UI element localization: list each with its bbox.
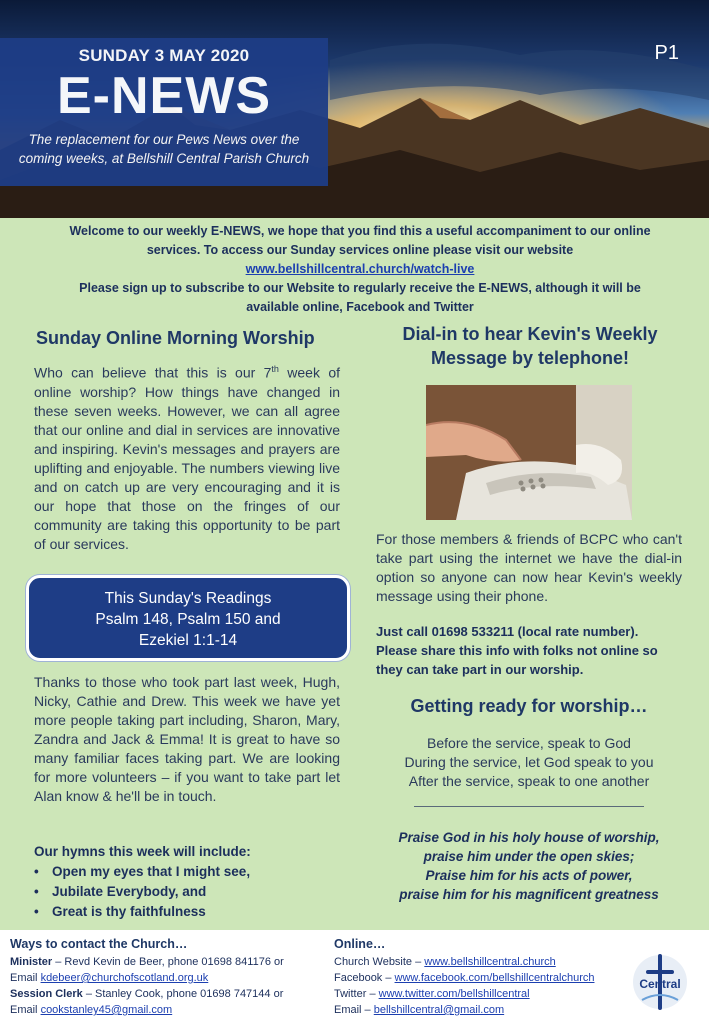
- divider-line: [414, 806, 644, 807]
- worship-paragraph: [34, 360, 340, 554]
- website-link[interactable]: www.bellshillcentral.church: [424, 956, 556, 968]
- guidance-line: Before the service, speak to God: [427, 735, 631, 751]
- church-email-link[interactable]: bellshillcentral@gmail.com: [373, 1004, 505, 1016]
- ready-heading: Getting ready for worship…: [410, 696, 648, 716]
- hymn-item: • Jubilate Everybody, and: [34, 882, 340, 902]
- clerk-label: Session Clerk: [10, 988, 83, 1000]
- minister-line: [10, 954, 310, 970]
- telephone-photo: [426, 385, 632, 520]
- welcome-line: Please sign up to subscribe to our Website to regularly receive the E-NEWS, although it will be: [79, 281, 641, 295]
- clerk-email-link[interactable]: cookstanley45@gmail.com: [40, 1004, 173, 1016]
- church-logo-icon: [630, 952, 690, 1012]
- header-banner: [0, 0, 709, 218]
- worship-text: week of online worship? How things have changed in these seven weeks. However, we can all agree that our online and dial in services are innovative and inspiring. Kevin's messages and prayers are uplifting and enjoyable. The numbers viewing live and on catch up are very encouraging and it is our hope that those on the fringes of our community are taking this opportunity to be part of our services.: [34, 364, 340, 552]
- newsletter-subtitle: [0, 130, 328, 168]
- welcome-line: services. To access our Sunday services online please visit our website: [146, 243, 574, 257]
- contact-heading: Ways to contact the Church…: [10, 937, 188, 951]
- clerk-text: – Stanley Cook, phone 01698 747144 or: [82, 988, 284, 1000]
- guidance-line: During the service, let God speak to you: [404, 754, 654, 770]
- praise-line: Praise him for his acts of power,: [425, 868, 633, 883]
- readings-line: Psalm 148, Psalm 150 and: [95, 611, 281, 628]
- page-number: P1: [654, 42, 679, 64]
- newsletter-title: E-NEWS: [57, 67, 271, 125]
- dialin-heading: [380, 322, 680, 370]
- dialin-heading-line: Dial-in to hear Kevin's Weekly: [402, 324, 658, 344]
- praise-line: praise him for his magnificent greatness: [399, 887, 659, 902]
- welcome-line: available online, Facebook and Twitter: [246, 300, 474, 314]
- twitter-line: [334, 986, 634, 1002]
- praise-line: Praise God in his holy house of worship,: [398, 830, 660, 845]
- title-box: [0, 38, 328, 186]
- online-block: [334, 936, 634, 1018]
- worship-text: Who can believe that this is our 7: [34, 364, 272, 381]
- issue-date: SUNDAY 3 MAY 2020: [78, 46, 250, 65]
- footer: [0, 930, 709, 1024]
- praise-line: praise him under the open skies;: [423, 849, 635, 864]
- facebook-link[interactable]: www.facebook.com/bellshillcentralchurch: [394, 972, 595, 984]
- worship-guidance: [376, 734, 682, 791]
- clerk-email-line: [10, 1002, 310, 1018]
- welcome-block: [40, 222, 680, 317]
- thanks-paragraph: Thanks to those who took part last week, Hugh, Nicky, Cathie and Drew. This week we have yet more people taking part including, Sharon, Mary, Zandra and Jack & Emma! It is great to have so many familiar faces taking part. We are looking for more volunteers – if you want to take part let Alan know & he'll be in touch.: [34, 674, 340, 804]
- email-label: Email: [10, 1004, 41, 1016]
- email-label: Email: [10, 972, 41, 984]
- dialin-paragraph: For those members & friends of BCPC who can't take part using the internet we have the dial-in option so anyone can now hear Kevin's weekly message using their phone.: [376, 531, 682, 604]
- subtitle-line: coming weeks, at Bellshill Central Parish Church: [18, 151, 310, 166]
- guidance-line: After the service, speak to one another: [408, 773, 650, 789]
- subtitle-line: The replacement for our Pews News over the: [28, 132, 300, 147]
- dialin-call-info: Just call 01698 533211 (local rate number). Please share this info with folks not online so they can take part in our worship.: [376, 624, 658, 677]
- hymns-list: [34, 862, 340, 922]
- minister-label: Minister: [10, 956, 53, 968]
- content-area: [0, 218, 709, 930]
- twitter-label: Twitter –: [334, 988, 379, 1000]
- minister-email-link[interactable]: kdebeer@churchofscotland.org.uk: [40, 972, 209, 984]
- twitter-link[interactable]: www.twitter.com/bellshillcentral: [378, 988, 530, 1000]
- dialin-heading-line: Message by telephone!: [430, 348, 630, 368]
- ordinal-suffix: th: [271, 364, 279, 374]
- welcome-line: Welcome to our weekly E-NEWS, we hope that you find this a useful accompaniment to our online: [69, 224, 651, 238]
- minister-text: – Revd Kevin de Beer, phone 01698 841176 or: [52, 956, 284, 968]
- logo-text: Central: [639, 977, 681, 991]
- minister-email-line: [10, 970, 310, 986]
- readings-box: [26, 575, 350, 661]
- readings-title: This Sunday's Readings: [104, 590, 272, 607]
- praise-verse: [376, 828, 682, 904]
- readings-line: Ezekiel 1:1-14: [138, 632, 238, 649]
- facebook-line: [334, 970, 634, 986]
- watch-live-link[interactable]: www.bellshillcentral.church/watch-live: [245, 262, 475, 276]
- church-email-line: [334, 1002, 634, 1018]
- hymns-block: [34, 842, 340, 922]
- clerk-line: [10, 986, 310, 1002]
- website-label: Church Website –: [334, 956, 425, 968]
- email-label: Email –: [334, 1004, 374, 1016]
- facebook-label: Facebook –: [334, 972, 395, 984]
- contact-block: [10, 936, 310, 1018]
- website-line: [334, 954, 634, 970]
- hymn-item: • Open my eyes that I might see,: [34, 862, 340, 882]
- worship-heading: Sunday Online Morning Worship: [36, 328, 315, 348]
- hymn-item: • Great is thy faithfulness: [34, 902, 340, 922]
- hymns-heading: Our hymns this week will include:: [34, 844, 251, 859]
- online-heading: Online…: [334, 937, 386, 951]
